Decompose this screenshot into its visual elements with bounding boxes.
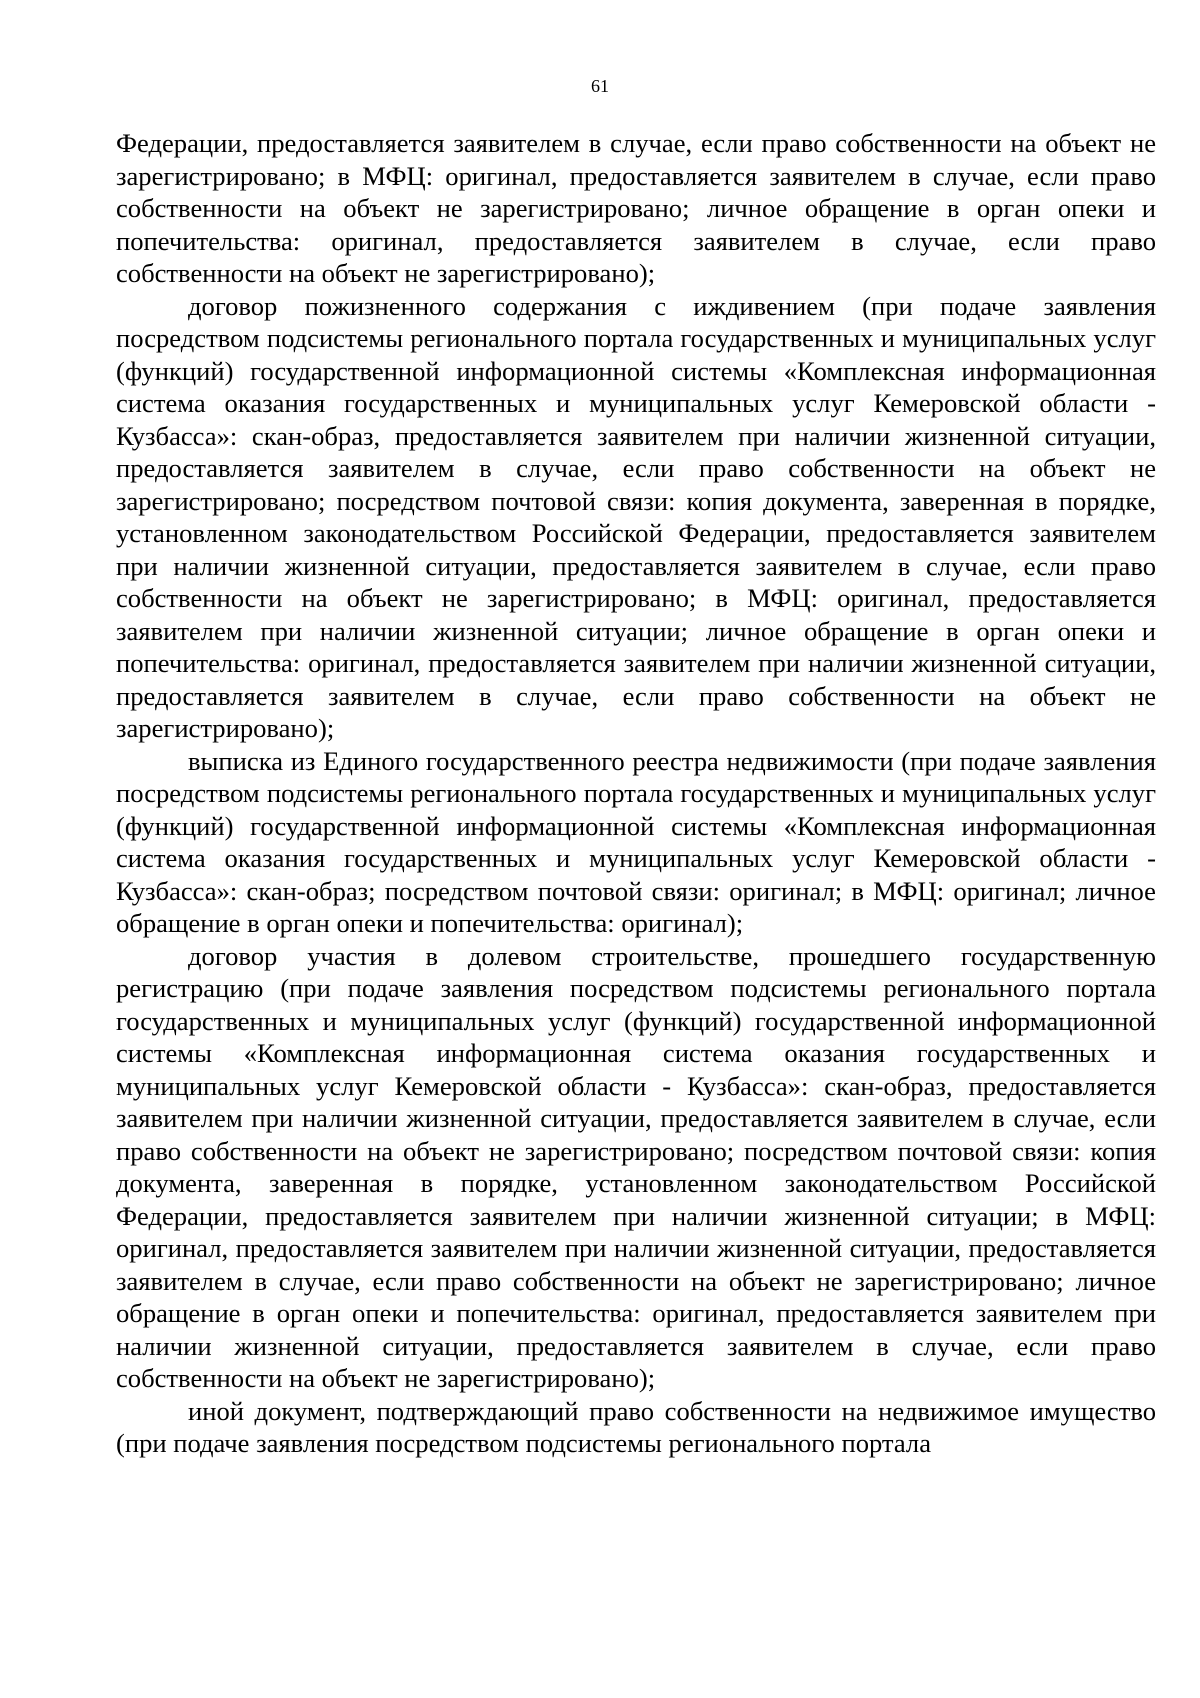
paragraph-shared-construction-contract: договор участия в долевом строительстве, прошедшего государственную регистрацию (при подаче заявления посредством подсистемы регионального портала государственных и муниципальных услуг (функций) государственной информационной системы «Комплексная информационная система оказания государственных и муниципальных услуг Кемеровской области - Кузбасса»: скан-образ, предоставляется заявителем при наличии жизненной ситуации, предоставляется заявителем в случае, если право собственности на объект не зарегистрировано; посредством почтовой связи: копия документа, заверенная в порядке, установленном законодательством Российской Федерации, предоставляется заявителем при наличии жизненной ситуации; в МФЦ: оригинал, предоставляется заявителем при наличии жизненной ситуации, предоставляется заявителем в случае, если право собственности на объект не зарегистрировано; личное обращение в орган опеки и попечительства: оригинал, предоставляется заявителем при наличии жизненной ситуации, предоставляется заявителем в случае, если право собственности на объект не зарегистрировано); (116, 940, 1156, 1393)
paragraph-life-annuity-contract: договор пожизненного содержания с иждивением (при подаче заявления посредством подсистемы регионального портала государственных и муниципальных услуг (функций) государственной информационной системы «Комплексная информационная система оказания государственных и муниципальных услуг Кемеровской области - Кузбасса»: скан-образ, предоставляется заявителем при наличии жизненной ситуации, предоставляется заявителем в случае, если право собственности на объект не зарегистрировано; посредством почтовой связи: копия документа, заверенная в порядке, установленном законодательством Российской Федерации, предоставляется заявителем при наличии жизненной ситуации, предоставляется заявителем в случае, если право собственности на объект не зарегистрировано; в МФЦ: оригинал, предоставляется заявителем при наличии жизненной ситуации; личное обращение в орган опеки и попечительства: оригинал, предоставляется заявителем при наличии жизненной ситуации, предоставляется заявителем в случае, если право собственности на объект не зарегистрировано); (116, 290, 1156, 743)
paragraph-other-ownership-document: иной документ, подтверждающий право собственности на недвижимое имущество (при подаче заявления посредством подсистемы регионального портала (116, 1395, 1156, 1458)
paragraph-continuation: Федерации, предоставляется заявителем в случае, если право собственности на объект не зарегистрировано; в МФЦ: оригинал, предоставляется заявителем в случае, если право собственности на объект не зарегистрировано; личное обращение в орган опеки и попечительства: оригинал, предоставляется заявителем в случае, если право собственности на объект не зарегистрировано); (116, 128, 1156, 288)
paragraph-egrn-extract: выписка из Единого государственного реестра недвижимости (при подаче заявления посредством подсистемы регионального портала государственных и муниципальных услуг (функций) государственной информационной системы «Комплексная информационная система оказания государственных и муниципальных услуг Кемеровской области - Кузбасса»: скан-образ; посредством почтовой связи: оригинал; в МФЦ: оригинал; личное обращение в орган опеки и попечительства: оригинал); (116, 745, 1156, 938)
page-number: 61 (591, 76, 609, 96)
document-body (116, 127, 1156, 1460)
